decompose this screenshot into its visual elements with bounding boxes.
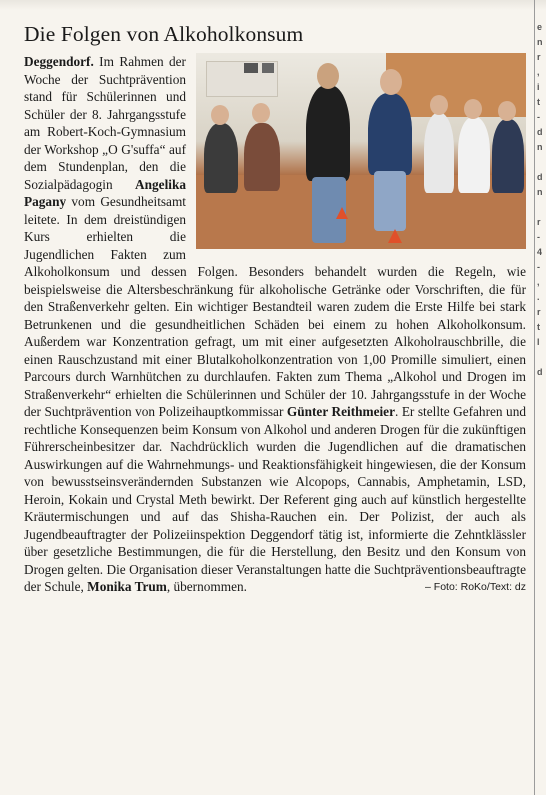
text-part-4: , übernommen. (166, 579, 247, 594)
person-name: Angelika Pagany (24, 176, 186, 209)
student-head (252, 103, 270, 123)
article-headline: Die Folgen von Alkoholkonsum (24, 22, 304, 46)
person-name: Monika Trum (87, 579, 167, 594)
student-head (317, 63, 339, 89)
photo-text-credit: – Foto: RoKo/Text: dz (425, 580, 526, 593)
warning-cone-icon (388, 229, 402, 243)
student-head (464, 99, 482, 119)
poster (262, 63, 274, 73)
student-with-goggles (306, 85, 350, 181)
student-head (211, 105, 229, 125)
student-seated (458, 117, 490, 193)
student-head (430, 95, 448, 115)
student-seated (492, 119, 524, 193)
column-divider (534, 0, 535, 795)
article-body (24, 53, 526, 596)
student-seated (204, 123, 238, 193)
text-part-2: vom Gesundheitsamt leitete. In dem dreistündigen Kurs erhielten die Jugendlichen Fakten zum Alkoholkonsum und dessen Folgen. Besonders behandelt wurden die Regeln, wie beispielsweise die Altersbeschränkung für alkoholische Getränke oder Vorschriften, die für den Straßenverkehr gelten. Ein wichtiger Bestandteil waren zudem die Erste Hilfe bei stark Betrunkenen und die gesundheitlichen Schäden bei einem zu hohen Alkoholkonsum. Außerdem war Konzentration gefragt, um mit einer aufgesetzten Alkoholrauschbrille, die einen Rauschzustand mit einer Blutalkoholkonzentration von 1,00 Promille simuliert, einen Parcours durch Warnhütchen zu durchlaufen. Fakten zum Thema „Alkohol und Drogen im Straßenverkehr“ erhielten die Schülerinnen und Schüler der 10. Jahrgangsstufe in der Woche der Suchtprävention von Polizeihauptkommissar (24, 194, 526, 419)
student-head (380, 69, 402, 95)
standing-student (368, 93, 412, 175)
top-edge (0, 0, 546, 10)
adjacent-column-fragment: e n r , i t - d n d n r - 4 - , . r t l d (537, 22, 543, 377)
article-photo (196, 53, 526, 249)
student-head (498, 101, 516, 121)
text-part-3: . Er stellte Gefahren und rechtliche Konsequenzen beim Konsum von Alkohol und anderen Drogen für die zukünftigen Führerscheinbesitzer dar. Nachdrücklich wurden die Jugendlichen auf die dramatischen Auswirkungen auf die Wahrnehmungs- und Reaktionsfähigkeit hingewiesen, die der Konsum von bewusstseinsverändernden Substanzen wie Alcopops, Cannabis, Amphetamin, LSD, Heroin, Kokain und Crystal Meth bewirkt. Der Referent ging auch auf künstlich hergestellte Kräutermischungen und auf das Shisha-Rauchen ein. Der Polizist, der auch als Jugendbeauftragter der Polizeiinspektion Deggendorf tätig ist, informierte die Zehntklässler über gesetzliche Bestimmungen, die für die Herstellung, den Besitz und den Konsum von Drogen gelten. Die Organisation dieser Veranstaltungen hatte die Suchtpräventionsbeauftragte der Schule, (24, 404, 526, 594)
student-seated (424, 113, 454, 193)
student-seated (244, 123, 280, 191)
person-name: Günter Reithmeier (286, 404, 395, 419)
warning-cone-icon (336, 207, 348, 219)
poster (244, 63, 258, 73)
dateline: Deggendorf. (24, 54, 94, 69)
standing-student-legs (374, 171, 406, 231)
text-part-1: Im Rahmen der Woche der Suchtprävention stand für Schülerinnen und Schüler der 8. Jahrgangsstufe am Robert-Koch-Gymnasium der Workshop „O G'suffa“ auf dem Stundenplan, den die Sozialpädagogin (24, 54, 186, 192)
